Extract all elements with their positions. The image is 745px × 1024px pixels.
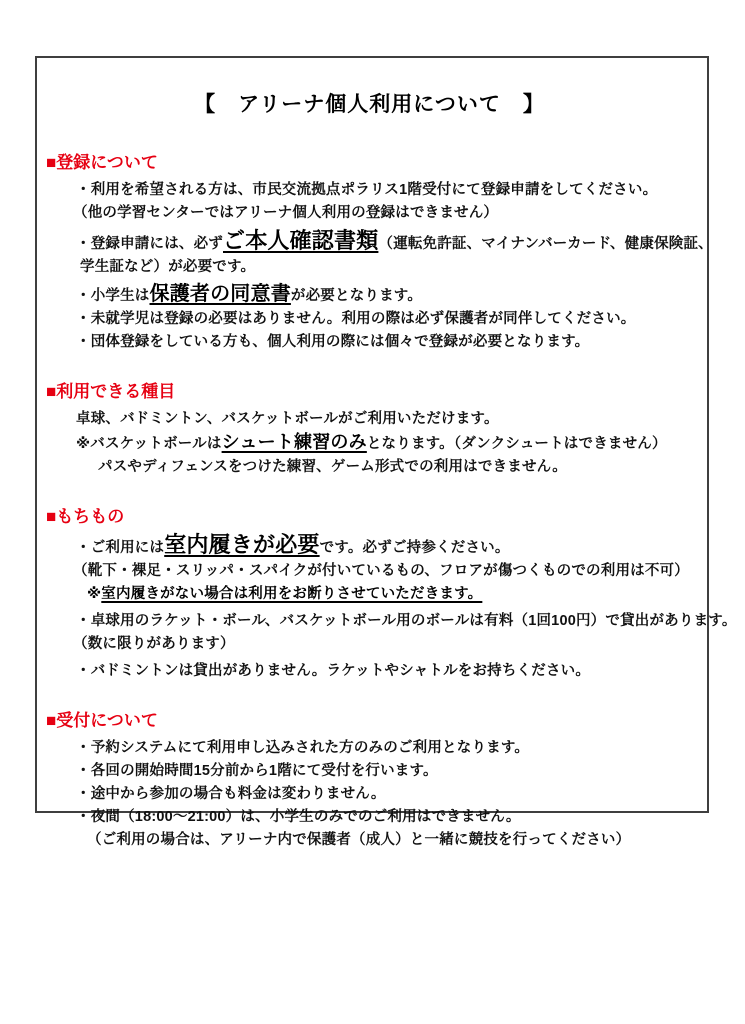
text-line [46, 829, 693, 852]
emphasis-text-shooting-practice-only: シュート練習のみ [221, 432, 367, 452]
text-segment: ・小学生は [76, 288, 150, 304]
section-reception [46, 710, 693, 852]
text-line [46, 737, 693, 760]
text-line [46, 583, 693, 606]
text-segment: （他の学習センターではアリーナ個人利用の登録はできません） [73, 205, 499, 221]
text-line [46, 202, 693, 225]
text-line [46, 533, 693, 560]
text-line [46, 179, 693, 202]
text-line [46, 308, 693, 331]
text-segment: ・途中から参加の場合も料金は変わりません。 [76, 786, 386, 802]
emphasis-text-refusal-without-shoes: 室内履きがない場合は利用をお断りさせていただきます。 [101, 586, 483, 602]
text-line [46, 560, 693, 583]
text-segment: 卓球、バドミントン、バスケットボールがご利用いただけます。 [76, 411, 499, 427]
text-line [46, 408, 693, 431]
text-segment: ※バスケットボールは [76, 436, 222, 452]
section-registration [46, 152, 713, 354]
text-line [46, 256, 693, 279]
text-segment: ・バドミントンは貸出がありません。ラケットやシャトルをお持ちください。 [76, 663, 591, 679]
note-mark: ※ [87, 586, 102, 602]
text-segment: ・利用を希望される方は、市民交流拠点ポラリス1階受付にて登録申請をしてください。 [76, 182, 658, 198]
section-heading-registration: ■登録について [46, 153, 158, 172]
text-line [46, 660, 693, 683]
text-segment: （運転免許証、マイナンバーカード、健康保険証、 [378, 236, 713, 252]
section-heading-belongings: ■もちもの [46, 507, 125, 526]
emphasis-text-id-documents: ご本人確認書類 [223, 228, 379, 253]
text-line [46, 431, 693, 456]
text-line [46, 760, 693, 783]
text-line [46, 610, 737, 633]
text-line [46, 331, 693, 354]
text-segment: ・登録申請には、必ず [76, 236, 223, 252]
text-segment: となります。（ダンクシュートはできません） [366, 436, 667, 452]
text-segment: です。必ずご持参ください。 [319, 540, 510, 556]
text-segment: ・夜間（18:00～21:00）は、小学生のみでのご利用はできません。 [76, 809, 521, 825]
text-segment: ・ご利用には [76, 540, 165, 556]
text-line [46, 283, 693, 308]
text-segment: ・団体登録をしている方も、個人利用の際には個々で登録が必要となります。 [76, 334, 590, 350]
text-line [46, 783, 693, 806]
text-segment: ・未就学児は登録の必要はありません。利用の際は必ず保護者が同伴してください。 [76, 311, 636, 327]
text-line [46, 633, 693, 656]
section-heading-reception: ■受付について [46, 711, 158, 730]
text-segment: ・各回の開始時間15分前から1階にて受付を行います。 [76, 763, 438, 779]
text-segment: ・予約システムにて利用申し込みされた方のみのご利用となります。 [76, 740, 530, 756]
text-line [46, 456, 693, 479]
text-segment: 学生証など）が必要です。 [80, 259, 256, 275]
text-segment: パスやディフェンスをつけた練習、ゲーム形式での利用はできません。 [98, 459, 567, 475]
section-heading-available-sports: ■利用できる種目 [46, 382, 176, 401]
text-segment: （数に限りがあります） [73, 636, 235, 652]
text-line [46, 228, 713, 256]
text-line [46, 806, 693, 829]
emphasis-text-parental-consent: 保護者の同意書 [149, 283, 291, 305]
text-segment: が必要となります。 [290, 288, 423, 304]
content-border-box [35, 56, 737, 848]
text-segment: （靴下・裸足・スリッパ・スパイクが付いているもの、フロアが傷つくものでの利用は不可） [73, 563, 689, 579]
section-belongings [46, 506, 737, 683]
section-available-sports [46, 381, 693, 479]
text-segment: ・卓球用のラケット・ボール、バスケットボール用のボールは有料（1回100円）で貸出があります。 [76, 613, 737, 629]
text-segment: （ご利用の場合は、アリーナ内で保護者（成人）と一緒に競技を行ってください） [87, 832, 631, 848]
emphasis-text-indoor-shoes-required: 室内履きが必要 [164, 532, 320, 557]
page-title: 【 アリーナ個人利用について 】 [194, 93, 545, 116]
